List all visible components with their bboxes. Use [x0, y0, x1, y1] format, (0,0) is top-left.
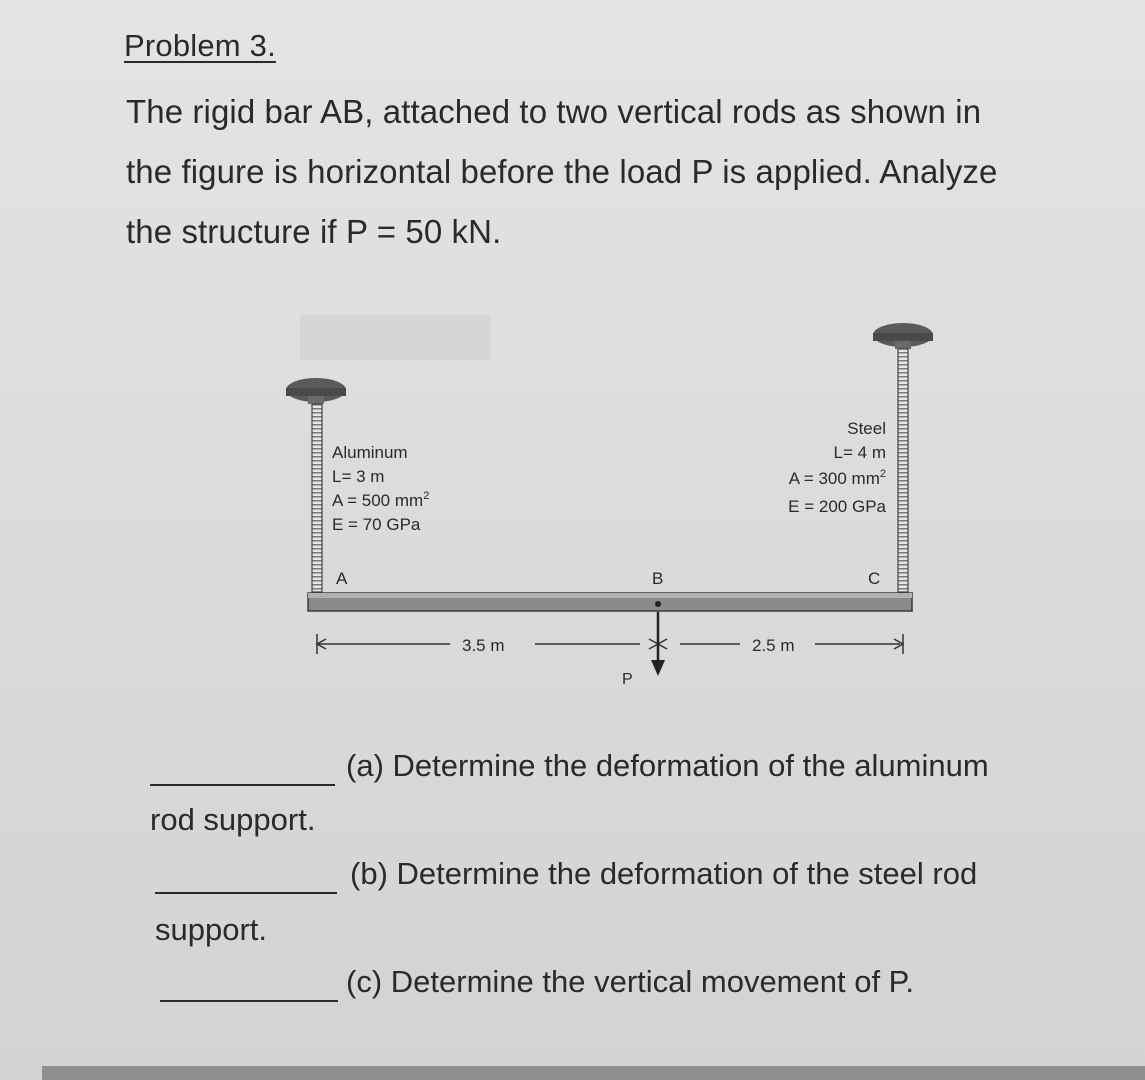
aluminum-label: Aluminum — [332, 443, 408, 462]
bottom-edge-strip — [42, 1066, 1145, 1080]
label-c: C — [868, 569, 881, 588]
statement-line-3: the structure if P = 50 kN. — [126, 213, 502, 250]
steel-rod — [898, 349, 908, 592]
statement-line-1: The rigid bar AB, attached to two vertical rods as shown in — [126, 93, 982, 130]
aluminum-modulus: E = 70 GPa — [332, 515, 421, 534]
question-b-continued: support. — [155, 912, 268, 947]
load-p-arrow — [651, 612, 665, 676]
point-b-dot — [655, 601, 661, 607]
load-p-label: P — [622, 671, 633, 688]
label-a: A — [336, 569, 348, 588]
dimension-line — [317, 634, 903, 654]
question-c: (c) Determine the vertical movement of P. — [346, 964, 914, 999]
steel-area: A = 300 $mm^2$ — [788, 468, 886, 488]
aluminum-rod — [312, 404, 322, 592]
dimension-left: 3.5 m — [462, 636, 505, 655]
answer-blank-a[interactable] — [150, 784, 335, 786]
steel-modulus: E = 200 GPa — [788, 497, 886, 516]
aluminum-area: A = 500 $mm^2$ — [332, 490, 430, 510]
steel-length: L= 4 m — [833, 443, 886, 462]
rigid-bar-figure — [270, 300, 960, 700]
dimension-right: 2.5 m — [752, 636, 795, 655]
steel-label: Steel — [847, 419, 886, 438]
question-a: (a) Determine the deformation of the aluminum — [346, 748, 989, 783]
aluminum-length: L= 3 m — [332, 467, 385, 486]
answer-blank-c[interactable] — [160, 1000, 338, 1002]
label-b: B — [652, 569, 664, 588]
problem-statement — [126, 82, 1086, 262]
blur-patch — [300, 315, 490, 360]
question-b: (b) Determine the deformation of the steel rod — [350, 856, 978, 891]
statement-line-2: the figure is horizontal before the load P is applied. Analyze — [126, 153, 998, 190]
left-ceiling-support — [286, 378, 346, 404]
problem-title: Problem 3. — [124, 28, 276, 63]
question-a-continued: rod support. — [150, 802, 316, 837]
answer-blank-b[interactable] — [155, 892, 337, 894]
right-ceiling-support — [873, 323, 933, 349]
